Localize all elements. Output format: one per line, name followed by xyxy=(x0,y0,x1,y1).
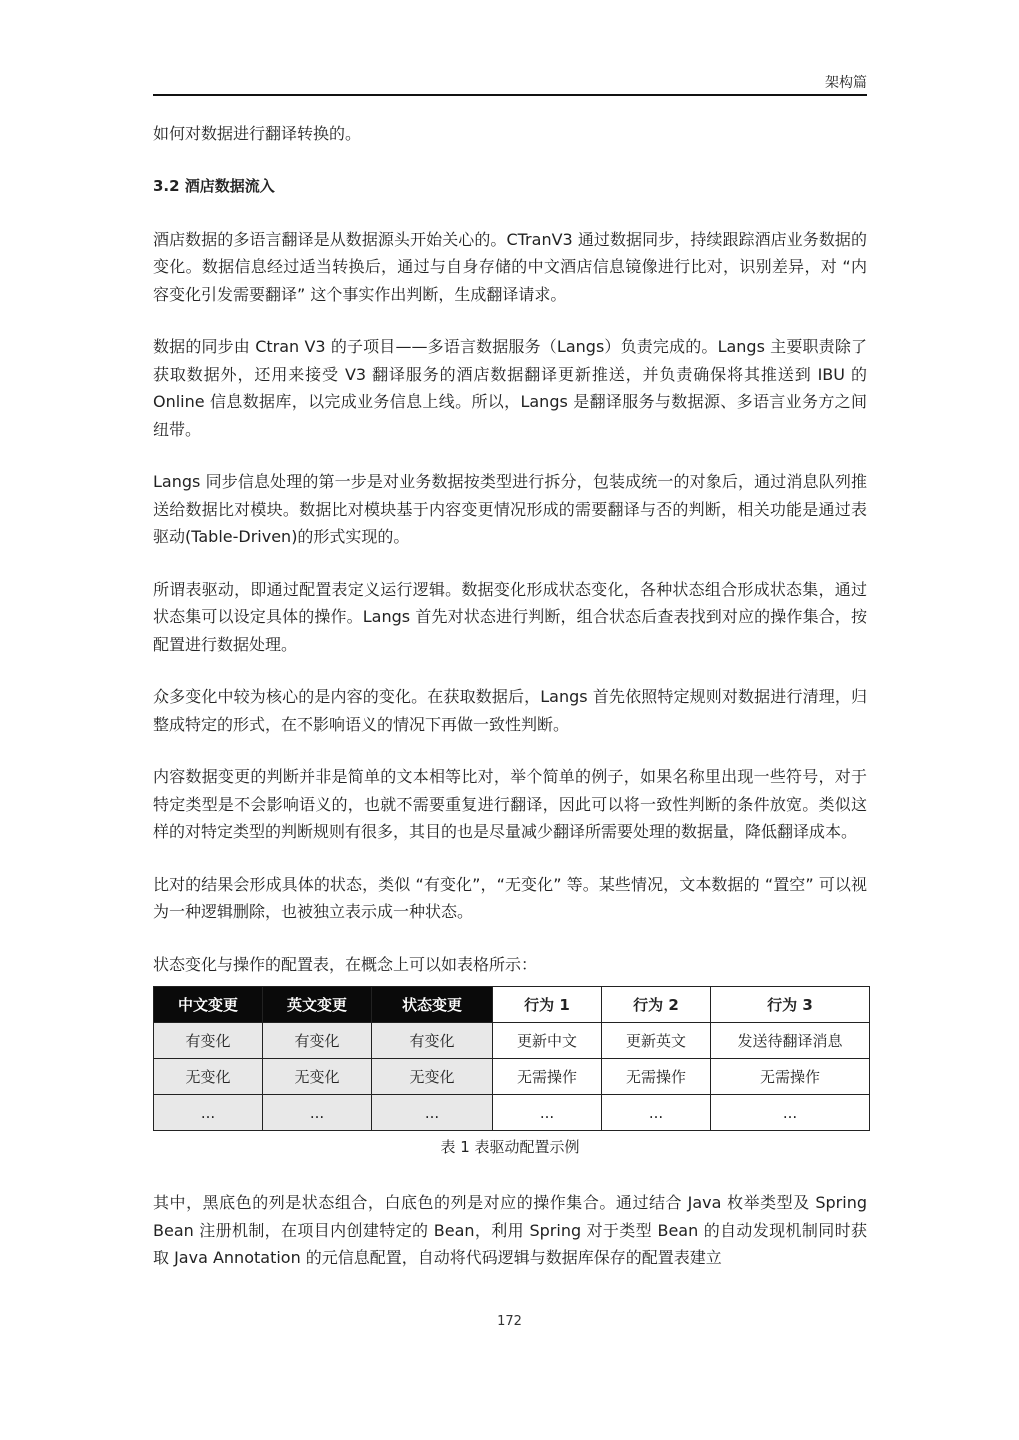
paragraph: 状态变化与操作的配置表，在概念上可以如表格所示： xyxy=(153,954,538,974)
section-heading: 3.2 酒店数据流入 xyxy=(153,176,275,195)
table-cell: 无需操作 xyxy=(711,1059,870,1095)
config-table xyxy=(153,986,870,1131)
table-cell: 更新中文 xyxy=(493,1023,602,1059)
paragraph: 数据的同步由 Ctran V3 的子项目——多语言数据服务（Langs）负责完成的。Langs 主要职责除了获取数据外，还用来接受 V3 翻译服务的酒店数据翻译更新推送，并负责确保将其推送到 IBU 的 Online 信息数据库，以完成业务信息上线。所以，Langs 是翻译服务与数据源、多语言业务方之间纽带。 xyxy=(153,337,867,439)
paragraph: 酒店数据的多语言翻译是从数据源头开始关心的。CTranV3 通过数据同步，持续跟踪酒店业务数据的变化。数据信息经过适当转换后，通过与自身存储的中文酒店信息镜像进行比对，识别差异，对 “内容变化引发需要翻译” 这个事实作出判断，生成翻译请求。 xyxy=(153,229,867,304)
table-cell: ... xyxy=(263,1095,372,1131)
table-header-cell: 行为 1 xyxy=(493,987,602,1023)
page-number: 172 xyxy=(497,1314,522,1329)
paragraph: Langs 同步信息处理的第一步是对业务数据按类型进行拆分，包装成统一的对象后，通过消息队列推送给数据比对模块。数据比对模块基于内容变更情况形成的需要翻译与否的判断，相关功能是通过表驱动(Table-Driven)的形式实现的。 xyxy=(153,472,867,546)
page-content xyxy=(153,120,867,1272)
table-cell: 无变化 xyxy=(154,1059,263,1095)
table-cell: ... xyxy=(372,1095,493,1131)
paragraph: 比对的结果会形成具体的状态，类似 “有变化”，“无变化” 等。某些情况，文本数据的 “置空” 可以视为一种逻辑删除，也被独立表示成一种状态。 xyxy=(153,874,867,921)
table-cell: 发送待翻译消息 xyxy=(711,1023,870,1059)
table-header-cell: 状态变更 xyxy=(372,987,493,1023)
table-cell: 无变化 xyxy=(263,1059,372,1095)
table-cell: ... xyxy=(154,1095,263,1131)
table-cell: 更新英文 xyxy=(602,1023,711,1059)
table-header-cell: 英文变更 xyxy=(263,987,372,1023)
table-cell: 有变化 xyxy=(154,1023,263,1059)
table-row xyxy=(154,1095,870,1131)
table-cell: 有变化 xyxy=(372,1023,493,1059)
table-cell: ... xyxy=(493,1095,602,1131)
table-header-cell: 中文变更 xyxy=(154,987,263,1023)
table-header-row xyxy=(154,987,870,1023)
page-header xyxy=(153,72,867,96)
closing-paragraph: 其中，黑底色的列是状态组合，白底色的列是对应的操作集合。通过结合 Java 枚举类型及 Spring Bean 注册机制，在项目内创建特定的 Bean，利用 Spring 对于类型 Bean 的自动发现机制同时获取 Java Annotation 的元信息配置，自动将代码逻辑与数据库保存的配置表建立 xyxy=(153,1193,867,1267)
paragraph: 众多变化中较为核心的是内容的变化。在获取数据后，Langs 首先依照特定规则对数据进行清理，归整成特定的形式，在不影响语义的情况下再做一致性判断。 xyxy=(153,687,867,734)
table-row xyxy=(154,1059,870,1095)
table-row xyxy=(154,1023,870,1059)
table-caption: 表 1 表驱动配置示例 xyxy=(440,1138,580,1156)
header-title: 架构篇 xyxy=(825,75,867,91)
table-cell: ... xyxy=(602,1095,711,1131)
table-cell: 无变化 xyxy=(372,1059,493,1095)
table-header-cell: 行为 2 xyxy=(602,987,711,1023)
paragraph: 内容数据变更的判断并非是简单的文本相等比对，举个简单的例子，如果名称里出现一些符号，对于特定类型是不会影响语义的，也就不需要重复进行翻译，因此可以将一致性判断的条件放宽。类似这样的对特定类型的判断规则有很多，其目的也是尽量减少翻译所需要处理的数据量，降低翻译成本。 xyxy=(153,767,867,841)
table-cell: 无需操作 xyxy=(493,1059,602,1095)
table-cell: ... xyxy=(711,1095,870,1131)
table-cell: 有变化 xyxy=(263,1023,372,1059)
intro-line: 如何对数据进行翻译转换的。 xyxy=(153,124,362,143)
paragraph: 所谓表驱动，即通过配置表定义运行逻辑。数据变化形成状态变化，各种状态组合形成状态集，通过状态集可以设定具体的操作。Langs 首先对状态进行判断，组合状态后查表找到对应的操作集合，按配置进行数据处理。 xyxy=(153,579,867,654)
table-cell: 无需操作 xyxy=(602,1059,711,1095)
table-header-cell: 行为 3 xyxy=(711,987,870,1023)
